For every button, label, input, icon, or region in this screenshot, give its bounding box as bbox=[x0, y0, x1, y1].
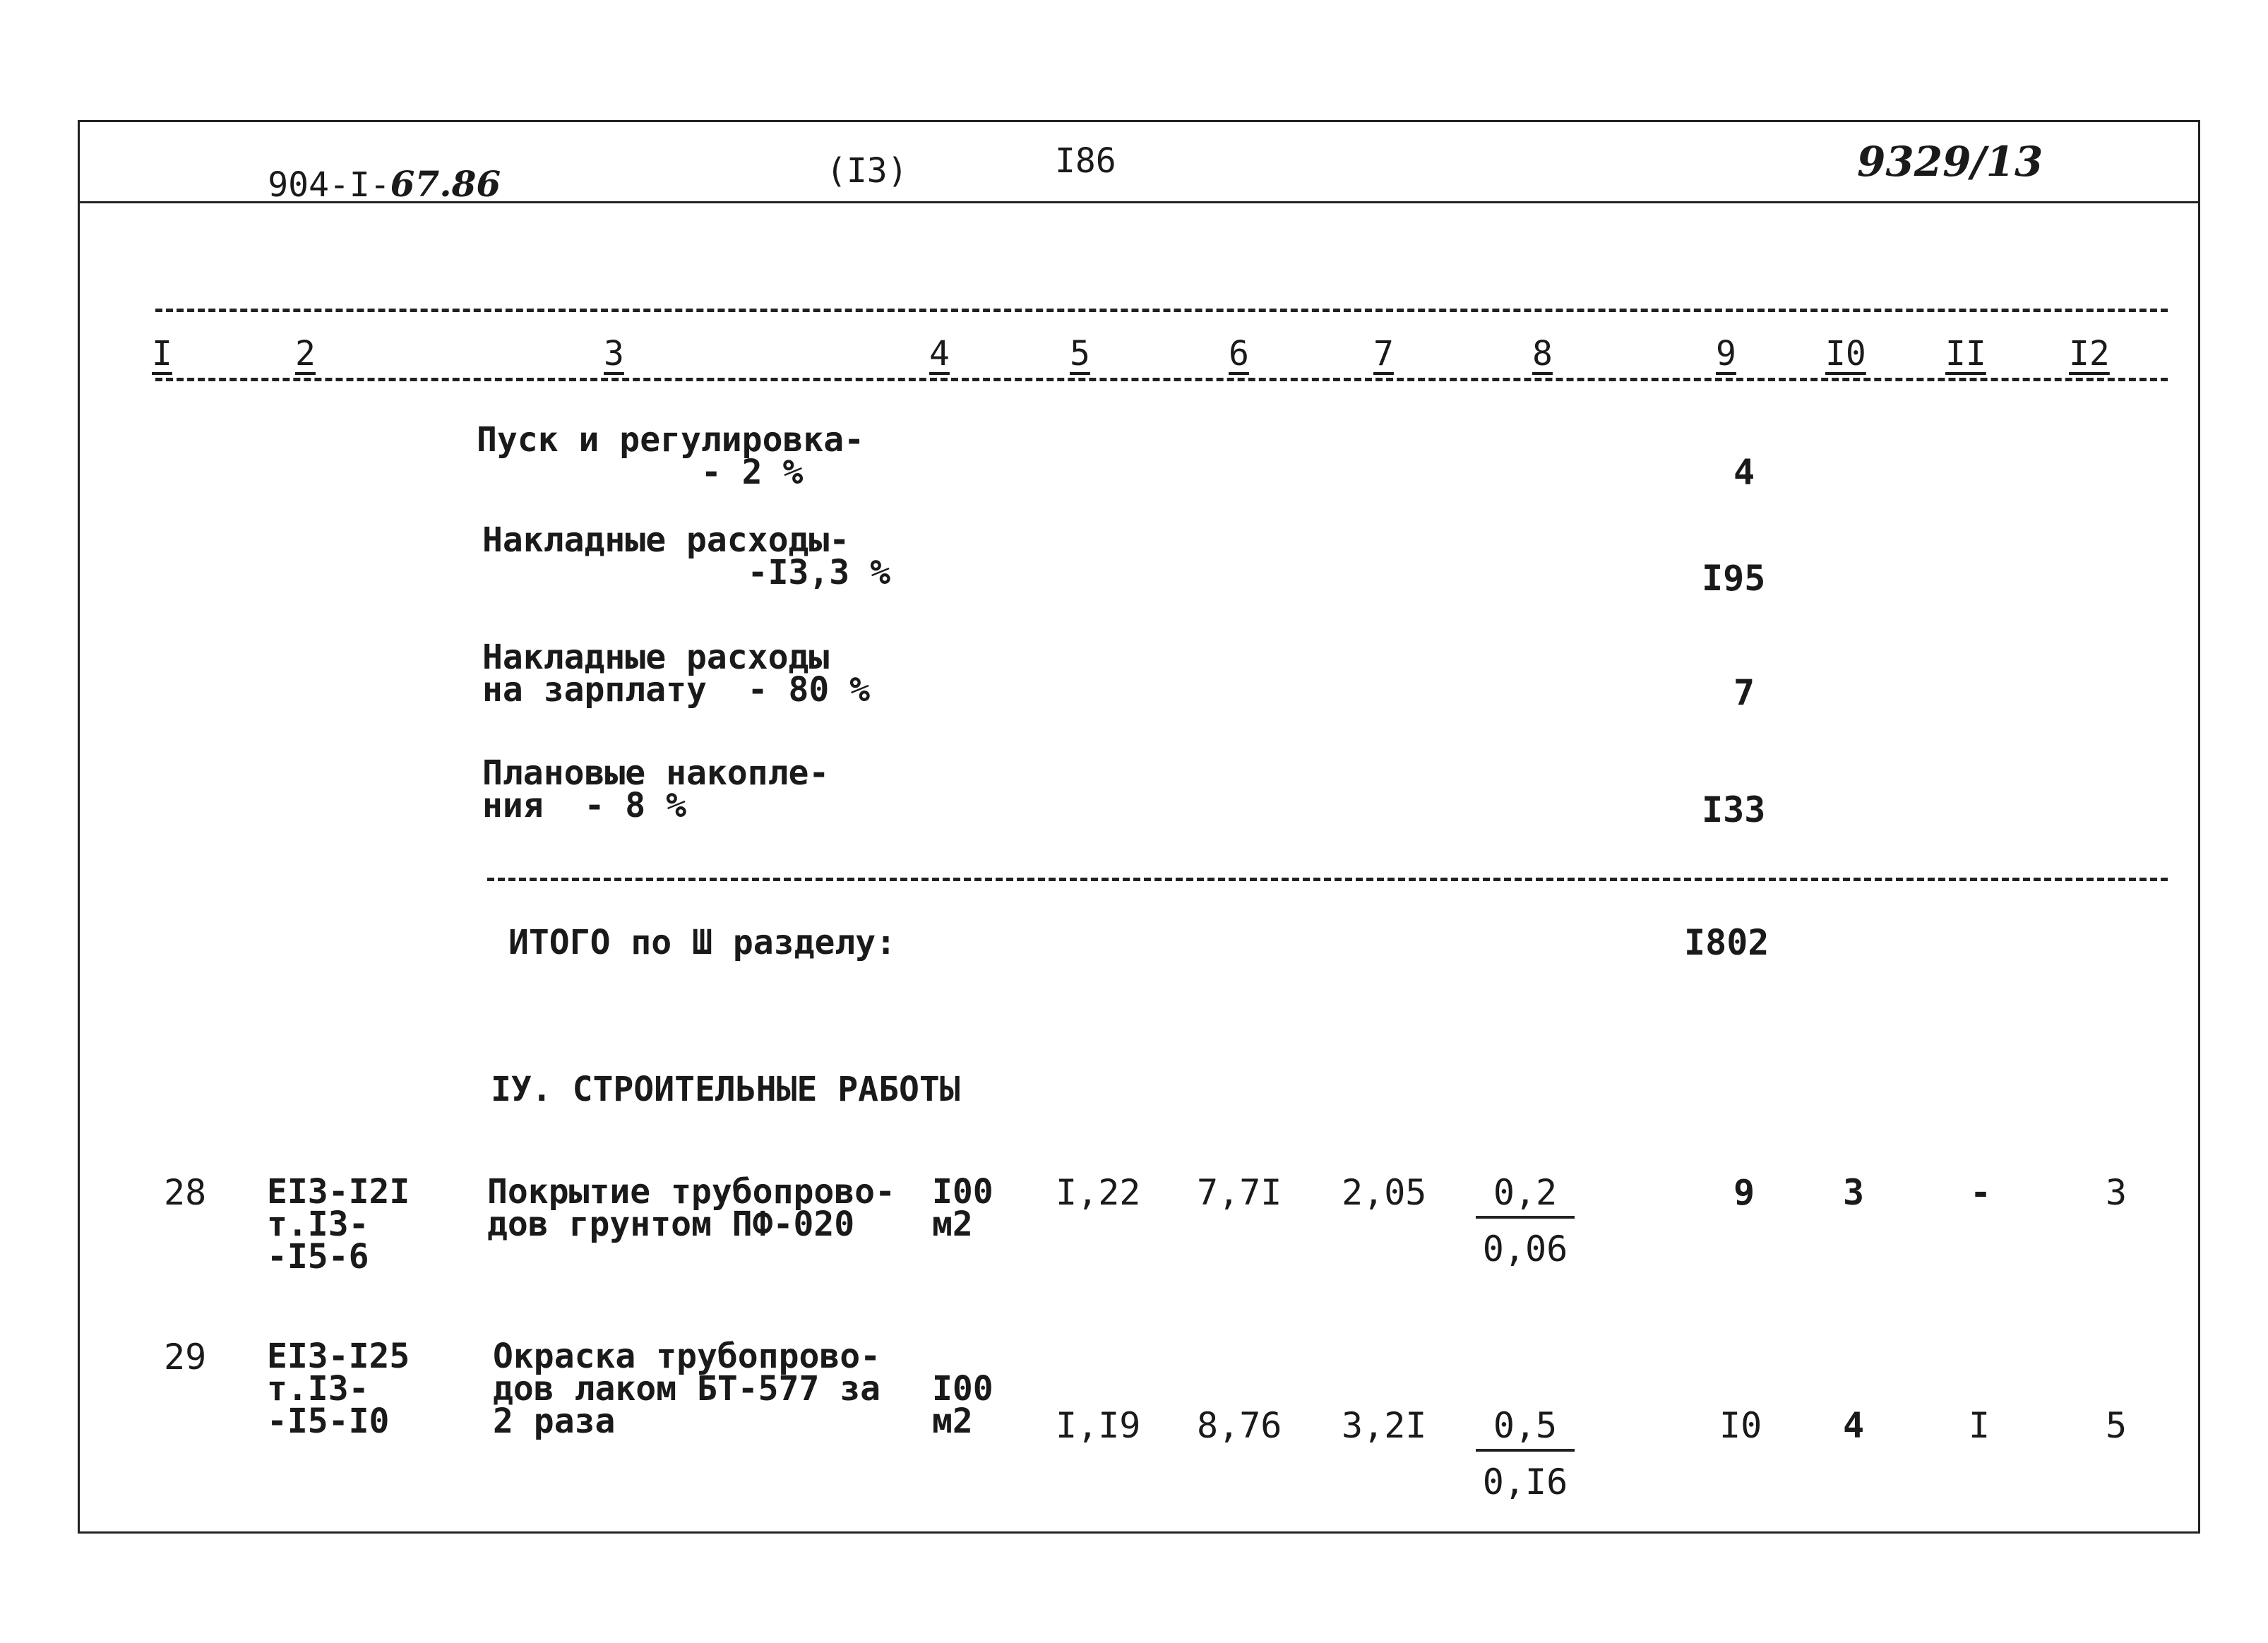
fraction-cell bbox=[1476, 1405, 1575, 1502]
overhead-label-line1: Плановые накопле- bbox=[482, 753, 830, 793]
overhead-value: I33 bbox=[1702, 789, 1766, 830]
column-number: 8 bbox=[1532, 334, 1553, 374]
row-number: 28 bbox=[164, 1172, 207, 1213]
page-frame bbox=[78, 120, 2200, 1534]
registration-number: 9329/13 bbox=[1857, 138, 2043, 186]
table-top-dashed-line bbox=[155, 309, 2168, 312]
column-number: 2 bbox=[295, 334, 316, 374]
unit-line1: I00 bbox=[932, 1172, 993, 1212]
fraction-numerator: 0,5 bbox=[1476, 1405, 1575, 1452]
norm-code-line1: EI3-I25 bbox=[267, 1337, 410, 1376]
total-cost: 9 bbox=[1733, 1172, 1755, 1213]
column-11-value: - bbox=[1970, 1172, 1992, 1213]
wage-price: 2,05 bbox=[1342, 1172, 1427, 1213]
column-number: I bbox=[152, 334, 172, 374]
overhead-label-line2: - 2 % bbox=[477, 453, 804, 492]
norm-code-line3: -I5-6 bbox=[267, 1237, 369, 1277]
section-title: IУ. СТРОИТЕЛЬНЫЕ РАБОТЫ bbox=[491, 1070, 960, 1109]
overhead-value: 7 bbox=[1733, 672, 1755, 713]
fraction-cell bbox=[1476, 1172, 1575, 1269]
column-12-value: 3 bbox=[2106, 1172, 2127, 1213]
total-separator-dashed-line bbox=[487, 878, 2168, 881]
unit-price: 8,76 bbox=[1197, 1405, 1282, 1446]
norm-code-line2: т.I3- bbox=[267, 1369, 369, 1409]
overhead-label-line1: Пуск и регулировка- bbox=[477, 420, 865, 460]
overhead-label-line2: -I3,3 % bbox=[482, 553, 890, 592]
overhead-label-line1: Накладные расходы bbox=[482, 638, 830, 677]
overhead-label-line2: ния - 8 % bbox=[482, 786, 686, 825]
work-description-line2: дов грунтом ПФ-020 bbox=[487, 1205, 855, 1244]
doc-code-handwritten: 67.86 bbox=[390, 163, 501, 205]
section-number: (I3) bbox=[826, 151, 908, 191]
fraction-numerator: 0,2 bbox=[1476, 1172, 1575, 1219]
work-description-line3: 2 раза bbox=[493, 1402, 616, 1441]
row-number: 29 bbox=[164, 1337, 207, 1378]
column-10-value: 3 bbox=[1843, 1172, 1865, 1213]
column-number: 4 bbox=[929, 334, 950, 374]
column-10-value: 4 bbox=[1843, 1405, 1865, 1446]
quantity: I,22 bbox=[1056, 1172, 1141, 1213]
doc-code-prefix: 904-I- bbox=[268, 165, 390, 205]
fraction-denominator: 0,I6 bbox=[1482, 1462, 1568, 1502]
column-number: I0 bbox=[1825, 334, 1866, 374]
section-total-label: ИТОГО по Ш разделу: bbox=[508, 923, 897, 962]
column-number: 9 bbox=[1716, 334, 1736, 374]
norm-code-line2: т.I3- bbox=[267, 1205, 369, 1244]
unit-line2: м2 bbox=[932, 1402, 973, 1441]
norm-code-line3: -I5-I0 bbox=[267, 1402, 390, 1441]
document-code bbox=[254, 150, 501, 205]
norm-code-line1: EI3-I2I bbox=[267, 1172, 410, 1212]
section-total-value: I802 bbox=[1684, 922, 1769, 963]
column-number: I2 bbox=[2069, 334, 2110, 374]
page-number: I86 bbox=[1055, 141, 1116, 181]
unit-line2: м2 bbox=[932, 1205, 973, 1244]
overhead-label-line2: на зарплату - 80 % bbox=[482, 670, 871, 710]
work-description-line2: дов лаком БТ-577 за bbox=[493, 1369, 881, 1409]
overhead-value: 4 bbox=[1733, 452, 1755, 493]
overhead-value: I95 bbox=[1702, 558, 1766, 599]
unit-price: 7,7I bbox=[1197, 1172, 1282, 1213]
column-12-value: 5 bbox=[2106, 1405, 2127, 1446]
unit-line1: I00 bbox=[932, 1369, 993, 1409]
column-number: 6 bbox=[1229, 334, 1249, 374]
column-11-value: I bbox=[1969, 1405, 1991, 1446]
column-header-bottom-dashed-line bbox=[155, 378, 2168, 381]
work-description-line1: Покрытие трубопрово- bbox=[487, 1172, 895, 1212]
wage-price: 3,2I bbox=[1342, 1405, 1427, 1446]
column-number: 5 bbox=[1070, 334, 1090, 374]
quantity: I,I9 bbox=[1056, 1405, 1141, 1446]
column-number: 7 bbox=[1373, 334, 1394, 374]
fraction-denominator: 0,06 bbox=[1482, 1229, 1568, 1269]
column-number: II bbox=[1945, 334, 1986, 374]
column-number: 3 bbox=[604, 334, 624, 374]
total-cost: I0 bbox=[1719, 1405, 1762, 1446]
work-description-line1: Окраска трубопрово- bbox=[493, 1337, 881, 1376]
overhead-label-line1: Накладные расходы- bbox=[482, 520, 850, 560]
